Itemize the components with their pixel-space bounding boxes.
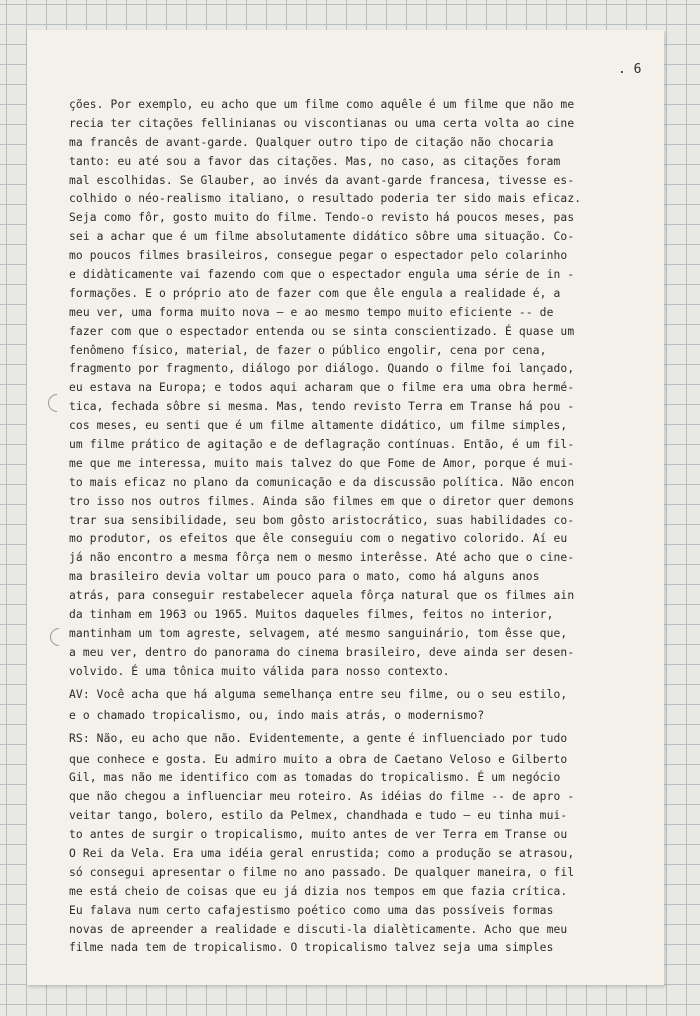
answer-line: que conhece e gosta. Eu admiro muito a obra de Caetano Veloso e Gilberto <box>69 752 568 766</box>
text-line: ma brasileiro devia voltar um pouco para o mato, como há alguns anos <box>69 570 540 584</box>
answer-line: filme nada tem de tropicalismo. O tropicalismo talvez seja uma simples <box>69 941 554 955</box>
answer-line: novas de apreender a realidade e discuti-la dialèticamente. Acho que meu <box>69 922 568 936</box>
answer-line: que não chegou a influenciar meu roteiro. As idéias do filme -- de apro - <box>69 790 575 804</box>
answer-line: O Rei da Vela. Era uma idéia geral enrustida; como a produção se atrasou, <box>69 846 575 860</box>
text-line: trar sua sensibilidade, seu bom gôsto aristocrático, suas habilidades co- <box>69 513 575 527</box>
text-line: mo poucos filmes brasileiros, consegue pegar o espectador pelo colarinho <box>69 249 568 263</box>
question-line: AV: Você acha que há alguma semelhança entre seu filme, ou o seu estilo, <box>69 687 568 701</box>
text-line: um filme prático de agitação e de deflagração contínuas. Então, é um fil- <box>69 438 575 452</box>
text-line: e didàticamente vai fazendo com que o espectador engula uma série de in - <box>69 268 575 282</box>
text-line: colhido o néo-realismo italiano, o resultado poderia ter sido mais eficaz. <box>69 192 582 206</box>
text-line: fenômeno físico, material, de fazer o público engolir, cena por cena, <box>69 343 547 357</box>
text-line: mo produtor, os efeitos que êle conseguiu com o negativo colorido. Aí eu <box>69 532 568 546</box>
text-line: tro isso nos outros filmes. Ainda são filmes em que o diretor quer demons <box>69 494 575 508</box>
answer-line: só consegui apresentar o filme no ano passado. De qualquer maneira, o fil <box>69 865 575 879</box>
text-line: fazer com que o espectador entenda ou se sinta conscientizado. É quase um <box>69 324 575 338</box>
text-line: eu estava na Europa; e todos aqui acharam que o filme era uma obra hermé- <box>69 381 575 395</box>
text-line: cos meses, eu senti que é um filme altamente didático, um filme simples, <box>69 419 568 433</box>
answer-line: me está cheio de coisas que eu já dizia nos tempos em que fazia crítica. <box>69 884 568 898</box>
text-line: formações. E o próprio ato de fazer com que êle engula a realidade é, a <box>69 286 561 300</box>
answer-line: to antes de surgir o tropicalismo, muito antes de ver Terra em Transe ou <box>69 828 568 842</box>
text-line: ma francês de avant-garde. Qualquer outro tipo de citação não chocaria <box>69 135 554 149</box>
text-line: mal escolhidas. Se Glauber, ao invés da avant-garde francesa, tivesse es- <box>69 173 575 187</box>
question-line: e o chamado tropicalismo, ou, indo mais atrás, o modernismo? <box>69 708 485 722</box>
text-line: fragmento por fragmento, diálogo por diálogo. Quando o filme foi lançado, <box>69 362 575 376</box>
text-line: já não encontro a mesma fôrça nem o mesmo interêsse. Até acho que o cine- <box>69 551 575 565</box>
text-line: tanto: eu até sou a favor das citações. Mas, no caso, as citações foram <box>69 154 561 168</box>
text-line: volvido. É uma tônica muito válida para nosso contexto. <box>69 664 450 678</box>
text-line: recia ter citações fellinianas ou viscontianas ou uma certa volta ao cine <box>69 116 575 130</box>
text-line: a meu ver, dentro do panorama do cinema brasileiro, deve ainda ser desen- <box>69 645 575 659</box>
answer-line: veitar tango, bolero, estilo da Pelmex, chandhada e tudo — eu tinha mui- <box>69 809 568 823</box>
typewritten-page <box>27 30 664 985</box>
typewritten-text <box>69 96 581 958</box>
text-line: tica, fechada sôbre si mesma. Mas, tendo revisto Terra em Transe há pou - <box>69 400 575 414</box>
text-line: mantinham um tom agreste, selvagem, até mesmo sanguinário, tom êsse que, <box>69 626 568 640</box>
text-line: me que me interessa, muito mais talvez do que Fome de Amor, porque é mui- <box>69 456 575 470</box>
text-line: atrás, para conseguir restabelecer aquela fôrça natural que os filmes ain <box>69 589 575 603</box>
text-line: Seja como fôr, gosto muito do filme. Tendo-o revisto há poucos meses, pas <box>69 211 575 225</box>
text-line: meu ver, uma forma muito nova — e ao mesmo tempo muito eficiente -- de <box>69 305 554 319</box>
text-line: ções. Por exemplo, eu acho que um filme como aquêle é um filme que não me <box>69 98 575 111</box>
text-line: to mais eficaz no plano da comunicação e da discussão política. Não encon <box>69 475 575 489</box>
page-number: . 6 <box>618 62 642 77</box>
text-line: da tinham em 1963 ou 1965. Muitos daqueles filmes, feitos no interior, <box>69 608 554 622</box>
text-line: sei a achar que é um filme absolutamente didático sôbre uma situação. Co- <box>69 230 575 244</box>
answer-line: Eu falava num certo cafajestismo poético como uma das possíveis formas <box>69 903 554 917</box>
answer-line: RS: Não, eu acho que não. Evidentemente, a gente é influenciado por tudo <box>69 731 568 745</box>
answer-line: Gil, mas não me identifico com as tomadas do tropicalismo. É um negócio <box>69 771 561 785</box>
